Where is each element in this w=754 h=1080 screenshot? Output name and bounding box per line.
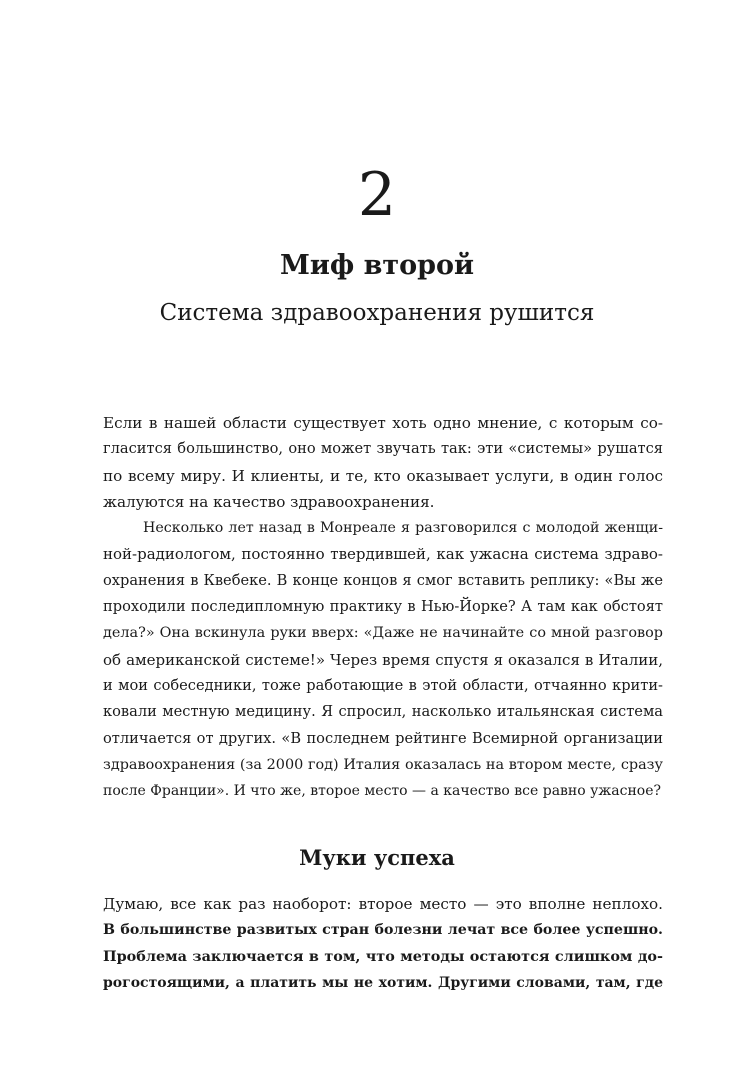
text-line: ковали местную медицину. Я спросил, насколько итальянская система	[103, 703, 663, 721]
intro-text	[103, 410, 663, 804]
text-line: жалуются на качество здравоохранения.	[103, 492, 435, 511]
text-line: по всему миру. И клиенты, и те, кто оказывает услуги, в один голос	[103, 466, 663, 485]
text-line: Думаю, все как раз наоборот: второе место — это вполне неплохо.	[103, 895, 663, 913]
bold-text-line: Проблема заключается в том, что методы остаются слишком до-	[103, 947, 663, 965]
text-line: дела?» Она вскинула руки вверх: «Даже не начинайте со мной разговор	[103, 625, 663, 642]
text-line: отличается от других. «В последнем рейтинге Всемирной организации	[103, 729, 663, 747]
bold-text-line: рогостоящими, а платить мы не хотим. Другими словами, там, где	[103, 974, 663, 991]
text-line: здравоохранения (за 2000 год) Италия оказалась на втором месте, сразу	[103, 756, 663, 773]
bold-text-line: В большинстве развитых стран болезни лечат все более успешно.	[103, 922, 663, 939]
text-line: гласится большинство, оно может звучать так: эти «системы» рушатся	[103, 440, 663, 458]
chapter-subtitle: Система здравоохранения рушится	[159, 300, 595, 326]
text-line: проходили последипломную практику в Нью-Йорке? А там как обстоят	[103, 598, 663, 616]
chapter-number: 2	[357, 160, 397, 230]
chapter-title: Миф второй	[279, 250, 475, 281]
text-line: охранения в Квебеке. В конце концов я смог вставить реплику: «Вы же	[103, 571, 663, 589]
text-line: после Франции». И что же, второе место — а качество все равно ужасное?	[103, 783, 661, 800]
text-line: об американской системе!» Через время спустя я оказался в Италии,	[103, 650, 663, 669]
section-text	[103, 891, 663, 996]
paragraph-1	[103, 410, 663, 515]
text-line: Несколько лет назад в Монреале я разговорился с молодой женщи-	[143, 520, 663, 537]
paragraph-2	[103, 515, 663, 804]
text-line: ной-радиологом, постоянно твердившей, как ужасна система здраво-	[103, 545, 663, 564]
section-heading: Муки успеха	[299, 845, 455, 870]
text-line: Если в нашей области существует хоть одно мнение, с которым со-	[103, 414, 663, 432]
text-line: и мои собеседники, тоже работающие в этой области, отчаянно крити-	[103, 676, 663, 694]
